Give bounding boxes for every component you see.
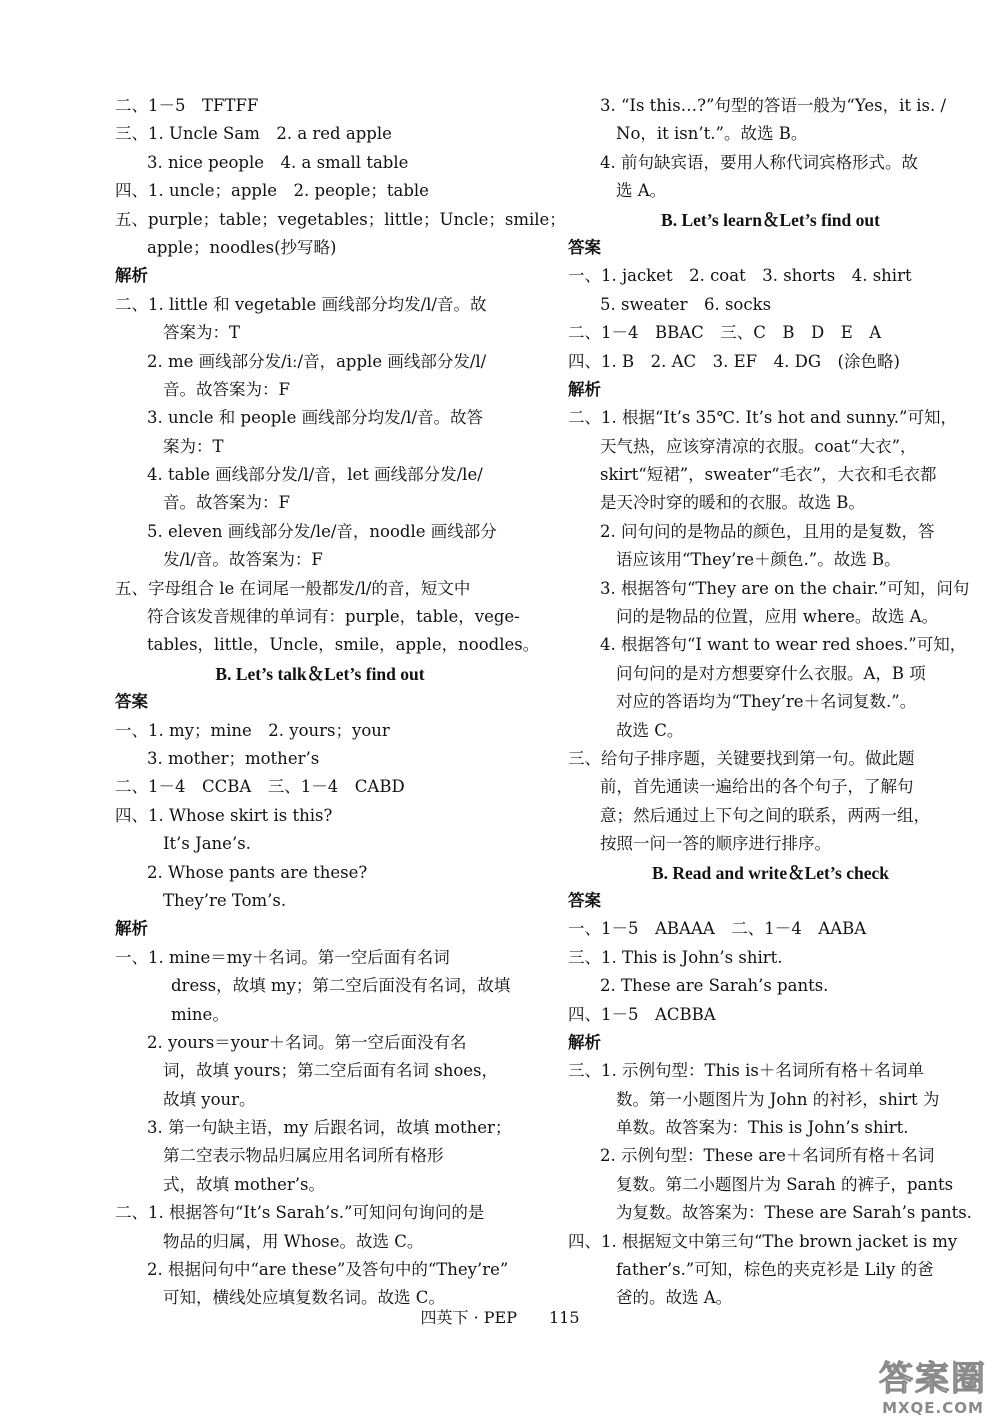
text-line: 一、1. my；mine 2. yours；your: [115, 720, 390, 740]
text-line: 选 A。: [616, 181, 667, 201]
text-line: 爸的。故选 A。: [616, 1288, 733, 1308]
text-line: 二、1－4 CCBA 三、1－4 CABD: [115, 777, 405, 797]
text-line: They’re Tom’s.: [163, 890, 287, 910]
text-line: 二、1. little 和 vegetable 画线部分均发/l/音。故: [115, 294, 487, 314]
text-line: 三、1. This is John’s shirt.: [568, 947, 783, 967]
watermark-logo: [878, 1359, 988, 1417]
text-line: 词，故填 yours；第二空后面有名词 shoes，: [163, 1061, 498, 1081]
text-line: 前，首先通读一遍给出的各个句子，了解句: [600, 777, 914, 797]
text-line: 单数。故答案为：This is John’s shirt.: [616, 1118, 909, 1138]
left-column: [115, 92, 566, 1313]
text-line: 三、给句子排序题，关键要找到第一句。做此题: [568, 748, 915, 768]
section-label: 解析: [568, 379, 601, 399]
text-line: 第二空表示物品归属应用名词所有格形: [163, 1146, 444, 1166]
text-line: 5. sweater 6. socks: [600, 294, 772, 314]
text-line: 3. nice people 4. a small table: [147, 152, 409, 172]
watermark-url: MXQE.COM: [882, 1399, 984, 1417]
text-line: 问的是物品的位置，应用 where。故选 A。: [616, 607, 939, 627]
text-line: 五、字母组合 le 在词尾一般都发/l/的音，短文中: [115, 578, 471, 598]
right-column: [568, 92, 973, 1313]
text-line: dress，故填 my；第二空后面没有名词，故填: [171, 976, 511, 996]
text-line: 一、1. jacket 2. coat 3. shorts 4. shirt: [568, 266, 912, 286]
text-line: 二、1－4 BBAC 三、C B D E A: [568, 323, 882, 343]
text-line: father’s.”可知，棕色的夹克衫是 Lily 的爸: [616, 1260, 934, 1280]
text-line: 4. table 画线部分发/l/音，let 画线部分发/le/: [147, 465, 483, 485]
text-line: It’s Jane’s.: [163, 834, 251, 854]
text-line: 发/l/音。故答案为：F: [163, 550, 323, 570]
text-line: 复数。第二小题图片为 Sarah 的裤子，pants: [616, 1174, 954, 1194]
text-line: 3. uncle 和 people 画线部分均发/l/音。故答: [147, 408, 484, 428]
section-label: 答案: [568, 890, 601, 910]
text-line: 符合该发音规律的单词有：purple，table，vege-: [147, 607, 520, 627]
text-line: 五、purple；table；vegetables；little；Uncle；smile；: [115, 209, 566, 229]
text-line: 为复数。故答案为：These are Sarah’s pants.: [616, 1203, 972, 1223]
text-line: 案为：T: [163, 436, 224, 456]
text-line: 四、1. Whose skirt is this?: [115, 805, 333, 825]
section-heading: B. Let’s learn＆Let’s find out: [661, 209, 880, 230]
text-line: 3. 根据答句“They are on the chair.”可知，问句: [600, 578, 970, 598]
text-line: 四、1. B 2. AC 3. EF 4. DG (涂色略): [568, 351, 900, 371]
text-line: 一、1－5 ABAAA 二、1－4 AABA: [568, 919, 867, 939]
text-line: No，it isn’t.”。故选 B。: [616, 124, 808, 144]
text-line: 意；然后通过上下句之间的联系，两两一组，: [600, 805, 930, 825]
text-line: 是天冷时穿的暖和的衣服。故选 B。: [600, 493, 865, 513]
text-line: 四、1. uncle；apple 2. people；table: [115, 181, 429, 201]
text-line: 二、1. 根据“It’s 35℃. It’s hot and sunny.”可知，: [568, 408, 957, 428]
text-line: 3. “Is this…?”句型的答语一般为“Yes，it is. /: [600, 96, 947, 115]
text-line: 2. yours＝your＋名词。第一空后面没有名: [147, 1032, 467, 1052]
text-line: 答案为：T: [163, 323, 241, 343]
section-label: 答案: [568, 237, 601, 257]
text-line: 数。第一小题图片为 John 的衬衫，shirt 为: [616, 1089, 940, 1109]
page-footer: 四英下 · PEP 115: [420, 1308, 580, 1327]
text-line: 2. me 画线部分发/iː/音，apple 画线部分发/l/: [147, 351, 487, 371]
text-line: 故选 C。: [616, 720, 684, 740]
section-label: 答案: [115, 692, 148, 712]
text-line: 对应的答语均为“They’re＋名词复数.”。: [616, 692, 917, 712]
text-line: 四、1. 根据短文中第三句“The brown jacket is my: [568, 1231, 958, 1251]
text-line: 2. 根据问句中“are these”及答句中的“They’re”: [147, 1260, 509, 1280]
text-line: 3. mother；mother’s: [147, 748, 320, 768]
text-line: 4. 前句缺宾语，要用人称代词宾格形式。故: [600, 152, 918, 172]
text-line: 2. 示例句型：These are＋名词所有格＋名词: [600, 1146, 935, 1166]
section-label: 解析: [115, 919, 148, 939]
text-line: 一、1. mine＝my＋名词。第一空后面有名词: [115, 947, 450, 967]
text-line: 二、1－5 TFTFF: [115, 96, 259, 115]
text-line: 2. These are Sarah’s pants.: [600, 976, 829, 996]
text-line: skirt“短裙”，sweater“毛衣”，大衣和毛衣都: [600, 465, 937, 485]
section-heading: B. Read and write＆Let’s check: [651, 862, 890, 883]
text-line: 天气热，应该穿清凉的衣服。coat“大衣”，: [600, 436, 917, 456]
text-line: 问句问的是对方想要穿什么衣服。A，B 项: [616, 663, 926, 683]
section-label: 解析: [568, 1032, 601, 1052]
text-line: 可知，横线处应填复数名词。故选 C。: [163, 1288, 445, 1308]
watermark-title: 答案圈: [879, 1359, 987, 1399]
text-line: 2. 问句问的是物品的颜色，且用的是复数，答: [600, 521, 935, 541]
text-line: 故填 your。: [163, 1089, 256, 1109]
text-line: 音。故答案为：F: [163, 379, 290, 399]
section-label: 解析: [115, 266, 148, 286]
text-line: tables，little，Uncle，smile，apple，noodles。: [147, 635, 540, 655]
text-line: 三、1. 示例句型：This is＋名词所有格＋名词单: [568, 1061, 924, 1081]
text-line: apple；noodles(抄写略): [147, 237, 337, 257]
text-line: 2. Whose pants are these?: [147, 862, 368, 882]
text-line: 式，故填 mother’s。: [163, 1174, 325, 1194]
text-line: 物品的归属，用 Whose。故选 C。: [163, 1231, 424, 1251]
text-line: mine。: [171, 1004, 229, 1024]
section-heading: B. Let’s talk＆Let’s find out: [215, 663, 425, 684]
text-line: 3. 第一句缺主语，my 后跟名词，故填 mother；: [147, 1118, 512, 1138]
text-line: 5. eleven 画线部分发/le/音，noodle 画线部分: [147, 521, 497, 541]
text-line: 二、1. 根据答句“It’s Sarah’s.”可知问句询问的是: [115, 1203, 485, 1223]
text-line: 语应该用“They’re＋颜色.”。故选 B。: [616, 550, 901, 570]
text-line: 三、1. Uncle Sam 2. a red apple: [115, 124, 392, 144]
text-line: 音。故答案为：F: [163, 493, 290, 513]
text-line: 按照一问一答的顺序进行排序。: [600, 834, 831, 854]
text-line: 四、1－5 ACBBA: [568, 1004, 716, 1024]
text-line: 4. 根据答句“I want to wear red shoes.”可知，: [600, 635, 967, 655]
